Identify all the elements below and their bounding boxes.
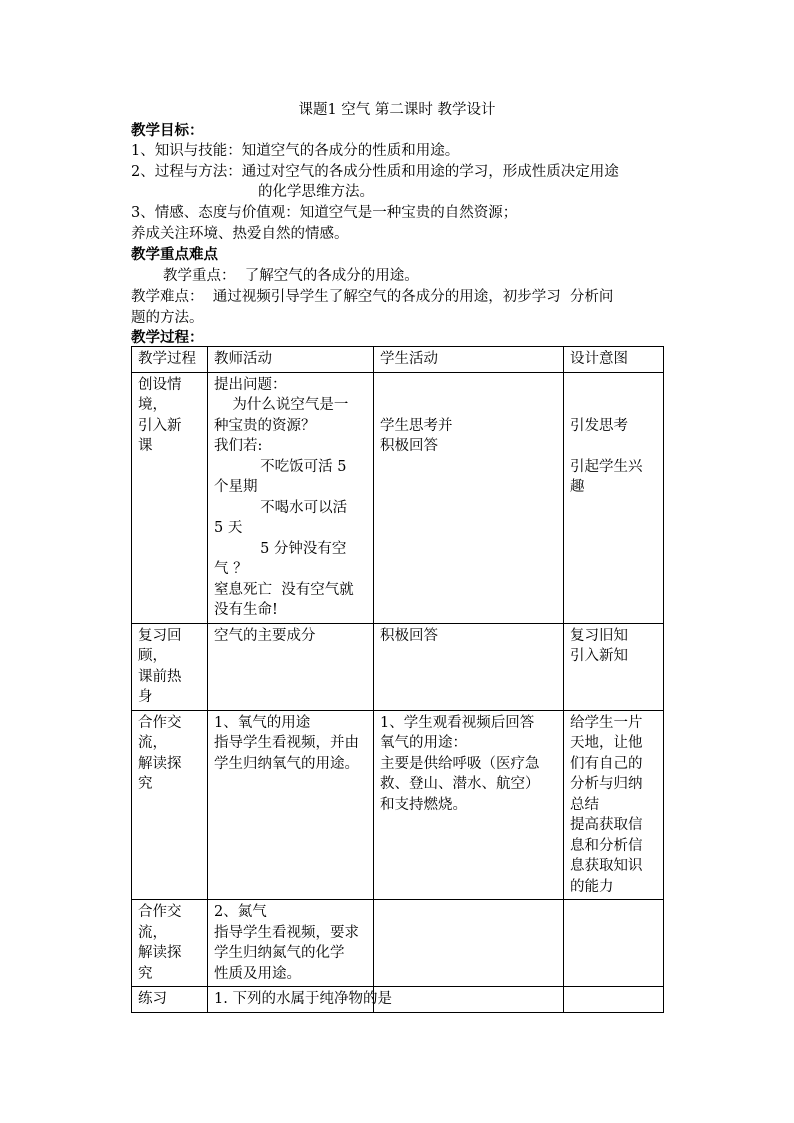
teaching-focus: 教学重点： 了解空气的各成分的用途。 <box>163 268 419 284</box>
header-intent: 设计意图 <box>564 347 664 373</box>
cell-intent <box>564 710 664 900</box>
cell-text: 给学生一片 <box>570 714 643 731</box>
cell-stage <box>132 710 208 900</box>
cell-text: 2、氮气 <box>214 904 267 920</box>
cell-stage <box>132 623 208 710</box>
cell-text <box>380 395 557 416</box>
cell-text: 息获取知识 <box>570 858 643 874</box>
cell-text: 总结 <box>570 796 599 813</box>
objective-process-a: 2、过程与方法：通过对空气的各成分性质和用途的学习，形成性质决定用途 <box>131 164 619 180</box>
cell-text: 引发思考 <box>570 417 628 434</box>
cell-student <box>374 372 564 623</box>
cell-text: 积极回答 <box>380 627 438 644</box>
cell-text: 息和分析信 <box>570 837 643 854</box>
header-student: 学生活动 <box>374 347 564 373</box>
objective-knowledge: 1、知识与技能：知道空气的各成分的性质和用途。 <box>131 143 460 159</box>
cell-text: 学生归纳氮气的化学 <box>214 945 345 961</box>
cell-stage <box>132 372 208 623</box>
cell-stage <box>132 900 208 987</box>
cell-text: 1、学生观看视频后回答 <box>380 714 535 731</box>
cell-text: 和支持燃烧。 <box>380 796 467 813</box>
cell-text: 究 <box>138 965 153 982</box>
cell-text: 积极回答 <box>380 438 438 454</box>
cell-text: 1. 下列的水属于纯净物的是 <box>214 991 392 1007</box>
cell-student <box>374 710 564 900</box>
cell-text: 指导学生看视频，并由 <box>214 735 359 751</box>
cell-text: 课 <box>138 438 153 454</box>
cell-text: 练习 <box>138 991 167 1007</box>
cell-intent <box>564 623 664 710</box>
cell-text: 课前热 <box>138 668 182 685</box>
cell-student <box>374 900 564 987</box>
cell-text: 顾， <box>138 648 167 664</box>
cell-teacher <box>208 623 374 710</box>
cell-text: 复习回 <box>138 627 182 644</box>
cell-text: 氧气的用途： <box>380 735 467 751</box>
cell-text: 提高获取信 <box>570 817 643 833</box>
cell-text <box>570 375 657 396</box>
cell-text: 创设情 <box>138 376 182 393</box>
cell-teacher <box>208 710 374 900</box>
objectives-heading: 教学目标： <box>131 122 204 139</box>
cell-stage <box>132 987 208 1013</box>
cell-teacher <box>208 900 374 987</box>
table-row <box>132 623 664 710</box>
cell-text: 为什么说空气是一 <box>214 397 349 413</box>
document-title: 课题1 空气 第二课时 教学设计 <box>298 102 496 118</box>
cell-text: 合作交 <box>138 714 182 731</box>
cell-text: 究 <box>138 776 153 792</box>
cell-text: 学生思考并 <box>380 417 453 434</box>
table-header-row <box>132 347 664 373</box>
cell-intent <box>564 372 664 623</box>
cell-text: 个星期 <box>214 479 258 495</box>
cell-text: 提出问题： <box>214 376 287 393</box>
table-row <box>132 710 664 900</box>
cell-student <box>374 987 564 1013</box>
cell-text: 引起学生兴 <box>570 458 643 475</box>
cell-text: 5 天 <box>214 520 243 536</box>
cell-text: 我们若: <box>214 438 263 454</box>
cell-text: 主要是供给呼吸（医疗急 <box>380 755 540 772</box>
table-row <box>132 900 664 987</box>
keypoints-heading: 教学重点难点 <box>131 246 218 263</box>
cell-text: 流， <box>138 735 167 751</box>
teaching-difficulty-a: 教学难点： 通过视频引导学生了解空气的各成分的用途，初步学习 分析问 <box>131 289 614 305</box>
cell-student <box>374 623 564 710</box>
cell-text: 救、登山、潜水、航空） <box>380 776 540 792</box>
cell-text: 天地，让他 <box>570 735 643 751</box>
cell-intent <box>564 987 664 1013</box>
cell-text: 窒息死亡 没有空气就 <box>214 581 354 598</box>
cell-text: 解读探 <box>138 755 182 772</box>
cell-text: 指导学生看视频，要求 <box>214 924 359 941</box>
cell-text: 复习旧知 <box>570 627 628 644</box>
cell-text <box>570 436 657 457</box>
cell-text: 解读探 <box>138 945 182 961</box>
cell-text: 空气的主要成分 <box>214 627 316 644</box>
process-heading: 教学过程： <box>131 329 204 346</box>
cell-text: 不喝水可以活 <box>214 499 348 516</box>
table-row <box>132 987 664 1013</box>
cell-text: 气 ？ <box>214 561 248 577</box>
lesson-plan-table <box>131 346 664 1013</box>
cell-text: 不吃饭可活 5 <box>214 458 347 475</box>
teaching-difficulty-b: 题的方法。 <box>131 310 204 326</box>
cell-text: 流， <box>138 924 167 941</box>
cell-text <box>570 395 657 416</box>
cell-text: 趣 <box>570 479 585 495</box>
cell-text: 境， <box>138 397 167 413</box>
cell-text: 身 <box>138 689 153 705</box>
cell-text: 引入新知 <box>570 648 628 664</box>
table-row <box>132 372 664 623</box>
objective-process-b: 的化学思维方法。 <box>258 184 374 200</box>
cell-text <box>380 375 557 396</box>
objective-attitude-a: 3、情感、态度与价值观：知道空气是一种宝贵的自然资源； <box>131 205 518 221</box>
cell-teacher <box>208 372 374 623</box>
cell-text: 合作交 <box>138 904 182 920</box>
objective-attitude-b: 养成关注环境、热爱自然的情感。 <box>131 226 349 242</box>
header-teacher: 教师活动 <box>208 347 374 373</box>
cell-text: 5 分钟没有空 <box>214 540 347 557</box>
cell-text: 1、氧气的用途 <box>214 714 311 731</box>
cell-text: 学生归纳氧气的用途。 <box>214 755 359 772</box>
cell-text: 没有生命! <box>214 602 278 618</box>
cell-text: 种宝贵的资源？ <box>214 417 316 434</box>
cell-text: 们有自己的 <box>570 755 643 772</box>
cell-text: 的能力 <box>570 878 614 895</box>
cell-text: 引入新 <box>138 417 182 434</box>
header-stage: 教学过程 <box>132 347 208 373</box>
cell-teacher <box>208 987 392 1013</box>
cell-text: 分析与归纳 <box>570 776 643 792</box>
cell-text: 性质及用途。 <box>214 965 301 982</box>
cell-intent <box>564 900 664 987</box>
